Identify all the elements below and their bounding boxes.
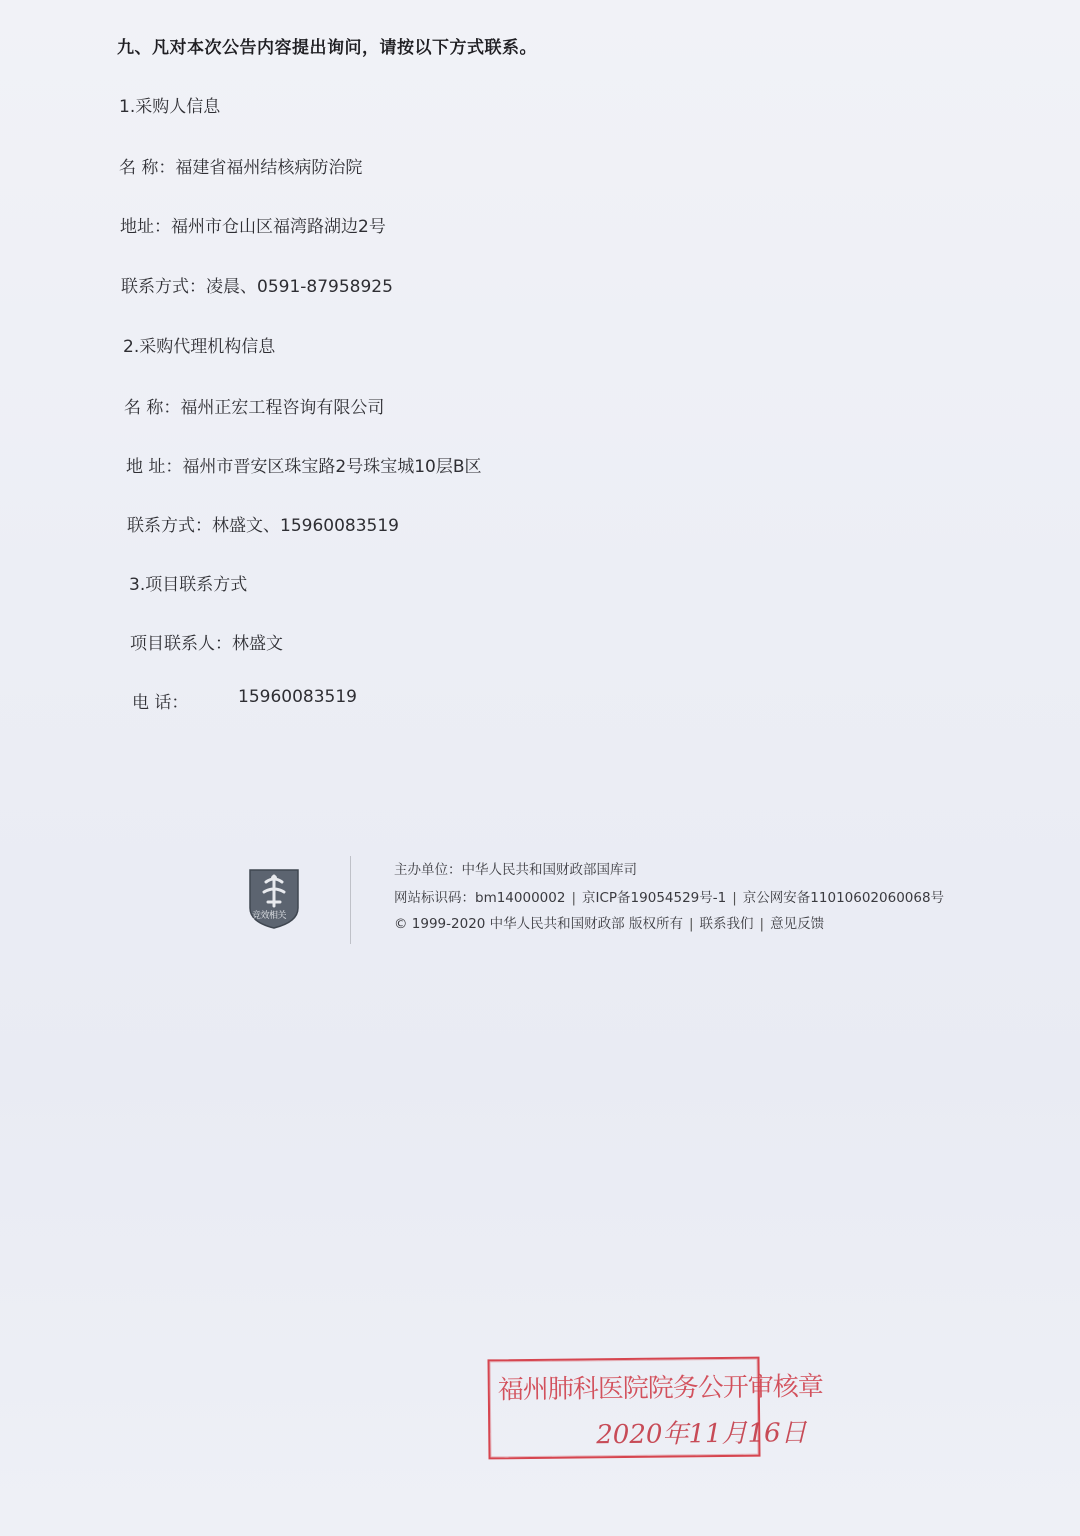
stamp-date: 2020年11月16日 <box>596 1418 807 1451</box>
stamp-title: 福州肺科医院院务公开审核章 <box>497 1371 823 1406</box>
project-person: 项目联系人：林盛文 <box>130 634 283 654</box>
approval-stamp <box>487 1357 823 1460</box>
agency-contact: 联系方式：林盛文、15960083519 <box>127 516 399 536</box>
project-title: 3.项目联系方式 <box>129 575 248 595</box>
footer-sponsor: 主办单位：中华人民共和国财政部国库司 <box>394 862 637 878</box>
contact-us-link[interactable]: 联系我们 <box>699 916 754 932</box>
police-record-link[interactable]: 京公网安备11010602060068号 <box>742 890 945 906</box>
ministry-logo-icon <box>246 864 302 930</box>
site-footer <box>230 850 990 950</box>
project-phone-value: 15960083519 <box>238 687 357 707</box>
footer-divider <box>350 856 351 944</box>
copyright: © 1999-2020 中华人民共和国财政部 版权所有 <box>394 916 683 932</box>
purchaser-name: 名 称：福建省福州结核病防治院 <box>119 158 363 178</box>
icp-link[interactable]: 京ICP备19054529号-1 <box>582 890 727 906</box>
feedback-link[interactable]: 意见反馈 <box>770 916 825 932</box>
logo-text: 竞效相关 <box>252 911 287 921</box>
agency-title: 2.采购代理机构信息 <box>123 337 276 357</box>
purchaser-address: 地址：福州市仓山区福湾路湖边2号 <box>120 217 386 237</box>
footer-copyright-row: © 1999-2020 中华人民共和国财政部 版权所有 | 联系我们 | 意见反馈 <box>394 916 825 932</box>
site-id: 网站标识码：bm14000002 <box>394 890 566 906</box>
section-heading: 九、凡对本次公告内容提出询问，请按以下方式联系。 <box>117 38 537 58</box>
project-phone-label: 电 话： <box>132 693 189 713</box>
purchaser-title: 1.采购人信息 <box>119 97 221 117</box>
purchaser-contact: 联系方式：凌晨、0591-87958925 <box>121 277 393 297</box>
footer-registration: 网站标识码：bm14000002 | 京ICP备19054529号-1 | 京公网安备11010602060068号 <box>394 890 945 906</box>
agency-name: 名 称：福州正宏工程咨询有限公司 <box>124 398 385 418</box>
agency-address: 地 址：福州市晋安区珠宝路2号珠宝城10层B区 <box>126 457 482 477</box>
